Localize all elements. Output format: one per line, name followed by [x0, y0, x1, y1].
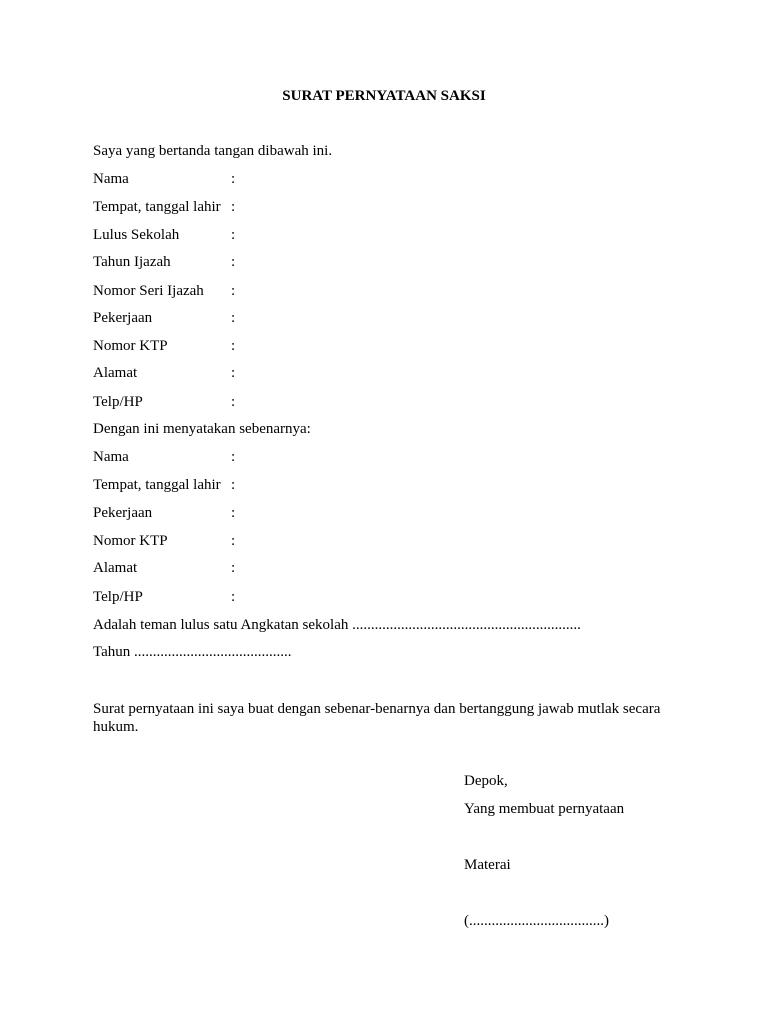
field-label: Lulus Sekolah	[93, 227, 180, 243]
field-row	[93, 227, 693, 244]
field-colon: :	[231, 560, 236, 576]
field-row	[93, 365, 693, 382]
field-row	[93, 338, 693, 355]
signature-maker: Yang membuat pernyataan	[464, 801, 625, 817]
signature-place: Depok,	[464, 773, 508, 789]
field-label: Telp/HP	[93, 589, 143, 605]
field-colon: :	[231, 394, 236, 410]
field-label: Tahun Ijazah	[93, 254, 171, 270]
intro-text: Saya yang bertanda tangan dibawah ini.	[93, 143, 333, 159]
stamp-label: Materai	[464, 857, 511, 873]
field-row	[93, 560, 693, 577]
field-colon: :	[231, 449, 236, 465]
field-colon: :	[231, 199, 236, 215]
field-label: Tempat, tanggal lahir	[93, 477, 221, 493]
field-colon: :	[231, 477, 236, 493]
field-label: Pekerjaan	[93, 310, 153, 326]
signature-name-line: (....................................)	[464, 913, 609, 929]
field-label: Tempat, tanggal lahir	[93, 199, 221, 215]
field-colon: :	[231, 171, 236, 187]
field-row	[93, 589, 693, 606]
field-row	[93, 171, 693, 188]
closing-paragraph: Surat pernyataan ini saya buat dengan sebenar-benarnya dan bertanggung jawab mutlak secara hukum.	[93, 701, 661, 735]
field-colon: :	[231, 338, 236, 354]
field-label: Telp/HP	[93, 394, 143, 410]
field-row	[93, 254, 693, 271]
field-label: Nama	[93, 171, 129, 187]
field-label: Nomor KTP	[93, 533, 168, 549]
field-label: Nama	[93, 449, 129, 465]
field-label: Pekerjaan	[93, 505, 153, 521]
field-row	[93, 533, 693, 550]
field-colon: :	[231, 283, 236, 299]
document-title: SURAT PERNYATAAN SAKSI	[282, 88, 486, 104]
field-row	[93, 505, 693, 522]
field-colon: :	[231, 533, 236, 549]
field-colon: :	[231, 310, 236, 326]
field-colon: :	[231, 365, 236, 381]
field-label: Alamat	[93, 560, 138, 576]
field-colon: :	[231, 254, 236, 270]
field-label: Alamat	[93, 365, 138, 381]
field-colon: :	[231, 227, 236, 243]
school-statement: Adalah teman lulus satu Angkatan sekolah .............................................................	[93, 617, 581, 633]
field-row	[93, 449, 693, 466]
field-label: Nomor Seri Ijazah	[93, 283, 204, 299]
field-row	[93, 477, 693, 494]
field-colon: :	[231, 505, 236, 521]
field-row	[93, 199, 693, 216]
field-row	[93, 283, 693, 300]
field-row	[93, 394, 693, 411]
year-statement: Tahun ..........................................	[93, 644, 292, 660]
field-label: Nomor KTP	[93, 338, 168, 354]
field-colon: :	[231, 589, 236, 605]
declaration-text: Dengan ini menyatakan sebenarnya:	[93, 421, 311, 437]
field-row	[93, 310, 693, 327]
